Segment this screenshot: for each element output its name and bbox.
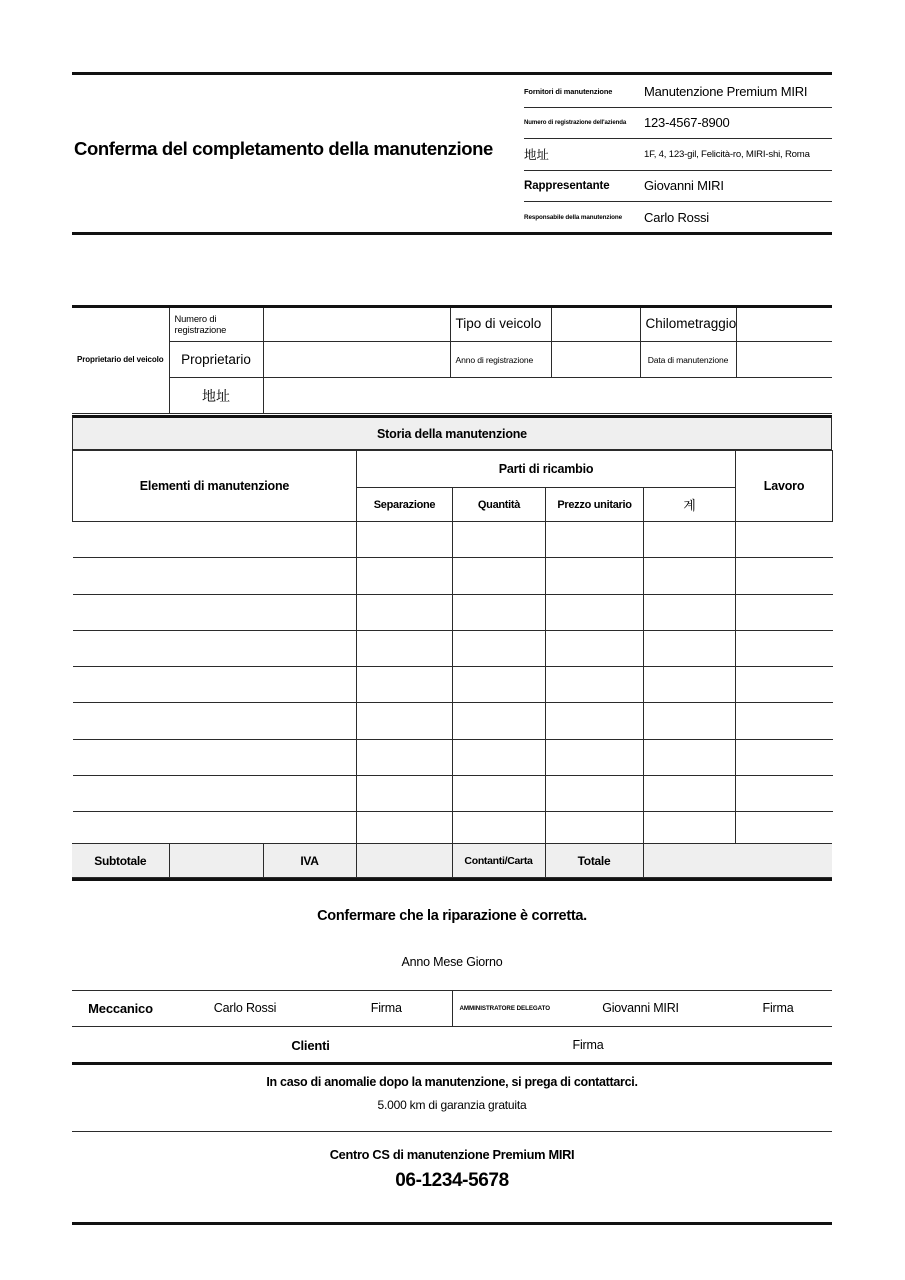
client-spacer-right: [724, 1027, 832, 1064]
cell-quantity[interactable]: [453, 558, 546, 594]
field-mileage[interactable]: [736, 306, 832, 342]
provider-info-row: [524, 107, 832, 139]
label-client-signature[interactable]: Firma: [572, 1038, 604, 1052]
owner-row-address: [72, 378, 832, 414]
signature-row-mechanic: [72, 990, 832, 1027]
totals-bottom-rule: [72, 878, 832, 881]
ceo-signature-text: Firma: [762, 1001, 794, 1015]
cell-item[interactable]: [73, 667, 357, 703]
cell-sum[interactable]: [644, 703, 736, 739]
header-bottom-rule: [72, 232, 832, 235]
col-header-parts-group: Parti di ricambio: [357, 451, 736, 488]
label-owner: Proprietario: [169, 342, 263, 378]
field-total[interactable]: [643, 844, 832, 878]
cell-separation[interactable]: [357, 522, 453, 558]
notice-line-2: 5.000 km di garanzia gratuita: [377, 1098, 527, 1112]
confirmation-title: Confermare che la riparazione è corretta.: [317, 908, 587, 924]
totals-table: [72, 843, 832, 878]
cell-quantity[interactable]: [453, 667, 546, 703]
cell-sum[interactable]: [644, 739, 736, 775]
cell-labor[interactable]: [736, 594, 833, 630]
cell-item[interactable]: [73, 703, 357, 739]
notice-line-1: In caso di anomalie dopo la manutenzione, si prega di contattarci.: [266, 1075, 638, 1089]
cell-quantity[interactable]: [453, 594, 546, 630]
page-title: Conferma del completamento della manutenzione: [74, 138, 493, 159]
provider-label-supplier: Fornitori di manutenzione: [524, 76, 638, 107]
owner-top-rule: [72, 305, 832, 308]
label-mechanic: Meccanico: [72, 990, 169, 1027]
table-row[interactable]: [73, 776, 833, 812]
provider-value-address: 1F, 4, 123-gil, Felicità-ro, MIRI-shi, Roma: [638, 139, 832, 171]
cell-sum[interactable]: [644, 594, 736, 630]
provider-value-business-number: 123-4567-8900: [638, 107, 832, 139]
vehicle-owner-section: [72, 305, 832, 414]
label-cash-card: Contanti/Carta: [452, 844, 545, 878]
label-registration-number: Numero di registrazione: [169, 306, 263, 342]
provider-info-row: [524, 139, 832, 171]
field-owner-address[interactable]: [263, 378, 832, 414]
cell-labor[interactable]: [736, 667, 833, 703]
cell-labor[interactable]: [736, 558, 833, 594]
owner-row-owner: [72, 342, 832, 378]
signature-section: [72, 990, 832, 1063]
cell-sum[interactable]: [644, 776, 736, 812]
field-subtotal[interactable]: [169, 844, 263, 878]
table-row[interactable]: [73, 558, 833, 594]
label-maintenance-date: Data di manutenzione: [640, 342, 736, 378]
table-row[interactable]: [73, 739, 833, 775]
maintenance-history-table: [72, 450, 832, 848]
label-owner-address: 地址: [169, 378, 263, 414]
signature-table: [72, 990, 832, 1063]
history-rows-body: [73, 522, 833, 848]
label-vehicle-type: Tipo di veicolo: [450, 306, 551, 342]
label-total: Totale: [545, 844, 643, 878]
provider-label-business-number: Numero di registrazione dell'azienda: [524, 107, 638, 139]
cell-sum[interactable]: [644, 667, 736, 703]
field-maintenance-date[interactable]: [736, 342, 832, 378]
col-header-labor: Lavoro: [736, 451, 833, 522]
cell-item[interactable]: [73, 739, 357, 775]
label-mechanic-signature[interactable]: Firma: [321, 990, 452, 1027]
header-top-rule: [72, 72, 832, 75]
col-header-quantity: Quantità: [453, 488, 546, 522]
cell-separation[interactable]: [357, 630, 453, 666]
cell-sum[interactable]: [644, 630, 736, 666]
cell-separation[interactable]: [357, 594, 453, 630]
totals-row: [72, 843, 832, 878]
cell-unit-price[interactable]: [546, 594, 644, 630]
label-client: Clienti: [291, 1037, 330, 1053]
history-title-band: [72, 415, 832, 450]
footer-center-name: Centro CS di manutenzione Premium MIRI: [329, 1147, 575, 1162]
cell-item[interactable]: [73, 776, 357, 812]
footer-bottom-rule: [72, 1222, 832, 1225]
client-spacer-left: [72, 1027, 169, 1064]
cell-labor[interactable]: [736, 630, 833, 666]
confirmation-date-line: Anno Mese Giorno: [401, 955, 503, 969]
cell-sum[interactable]: [644, 522, 736, 558]
col-header-separation: Separazione: [357, 488, 453, 522]
cell-separation[interactable]: [357, 558, 453, 594]
history-band-label: Storia della manutenzione: [377, 426, 527, 441]
label-vat: IVA: [263, 844, 356, 878]
document-header: [72, 72, 832, 232]
label-ceo-signature[interactable]: [724, 990, 832, 1027]
owner-side-label: Proprietario del veicolo: [72, 306, 169, 414]
field-registration-year[interactable]: [551, 342, 640, 378]
field-registration-number[interactable]: [263, 306, 450, 342]
table-row[interactable]: [73, 703, 833, 739]
cell-labor[interactable]: [736, 739, 833, 775]
field-vat[interactable]: [356, 844, 452, 878]
table-row[interactable]: [73, 667, 833, 703]
value-mechanic-name: Carlo Rossi: [169, 990, 321, 1027]
footer-phone: 06-1234-5678: [395, 1170, 509, 1191]
col-header-items: Elementi di manutenzione: [73, 451, 357, 522]
cell-separation[interactable]: [357, 703, 453, 739]
value-ceo-name: Giovanni MIRI: [557, 990, 724, 1027]
history-header-row-group: [73, 451, 833, 488]
label-registration-year: Anno di registrazione: [450, 342, 551, 378]
table-row[interactable]: [73, 522, 833, 558]
field-vehicle-type[interactable]: [551, 306, 640, 342]
history-grid: [72, 450, 833, 848]
provider-value-representative: Giovanni MIRI: [638, 170, 832, 202]
totals-table-row: [72, 844, 832, 878]
cell-unit-price[interactable]: [546, 558, 644, 594]
cell-item[interactable]: [73, 594, 357, 630]
table-row[interactable]: [73, 594, 833, 630]
cell-quantity[interactable]: [453, 776, 546, 812]
cell-quantity[interactable]: [453, 739, 546, 775]
cell-separation[interactable]: [357, 776, 453, 812]
cell-quantity[interactable]: [453, 522, 546, 558]
signature-row-client: [72, 1027, 832, 1064]
cell-unit-price[interactable]: [546, 667, 644, 703]
provider-label-representative: Rappresentante: [524, 170, 638, 202]
field-owner[interactable]: [263, 342, 450, 378]
signature-bottom-rule: [72, 1062, 832, 1065]
col-header-sum: 계: [644, 488, 736, 522]
cell-quantity[interactable]: [453, 703, 546, 739]
table-row[interactable]: [73, 630, 833, 666]
notice-bottom-rule: [72, 1131, 832, 1132]
owner-row-registration: [72, 306, 832, 342]
cell-unit-price[interactable]: [546, 776, 644, 812]
cell-item[interactable]: [73, 522, 357, 558]
provider-label-manager: Responsabile della manutenzione: [524, 213, 623, 221]
cell-separation[interactable]: [357, 739, 453, 775]
document-page: [72, 0, 832, 1280]
cell-labor[interactable]: [736, 522, 833, 558]
cell-item[interactable]: [73, 558, 357, 594]
vehicle-owner-table: [72, 305, 832, 414]
label-mileage: Chilometraggio: [640, 306, 736, 342]
cell-unit-price[interactable]: [546, 522, 644, 558]
provider-info-row: [524, 170, 832, 202]
col-header-unit-price: Prezzo unitario: [546, 488, 644, 522]
cell-unit-price[interactable]: [546, 703, 644, 739]
provider-value-supplier: Manutenzione Premium MIRI: [638, 76, 832, 107]
label-ceo: AMMINISTRATORE DELEGATO: [452, 990, 557, 1027]
provider-info-table: [524, 76, 832, 233]
cell-separation[interactable]: [357, 667, 453, 703]
provider-label-address: 地址: [524, 139, 638, 171]
provider-value-manager: Carlo Rossi: [644, 209, 709, 225]
cell-labor[interactable]: [736, 703, 833, 739]
cell-quantity[interactable]: [453, 630, 546, 666]
provider-info-row: [524, 76, 832, 107]
cell-labor[interactable]: [736, 776, 833, 812]
label-subtotal: Subtotale: [72, 844, 169, 878]
provider-info-row: [524, 202, 832, 233]
cell-sum[interactable]: [644, 558, 736, 594]
cell-item[interactable]: [73, 630, 357, 666]
cell-unit-price[interactable]: [546, 739, 644, 775]
cell-unit-price[interactable]: [546, 630, 644, 666]
